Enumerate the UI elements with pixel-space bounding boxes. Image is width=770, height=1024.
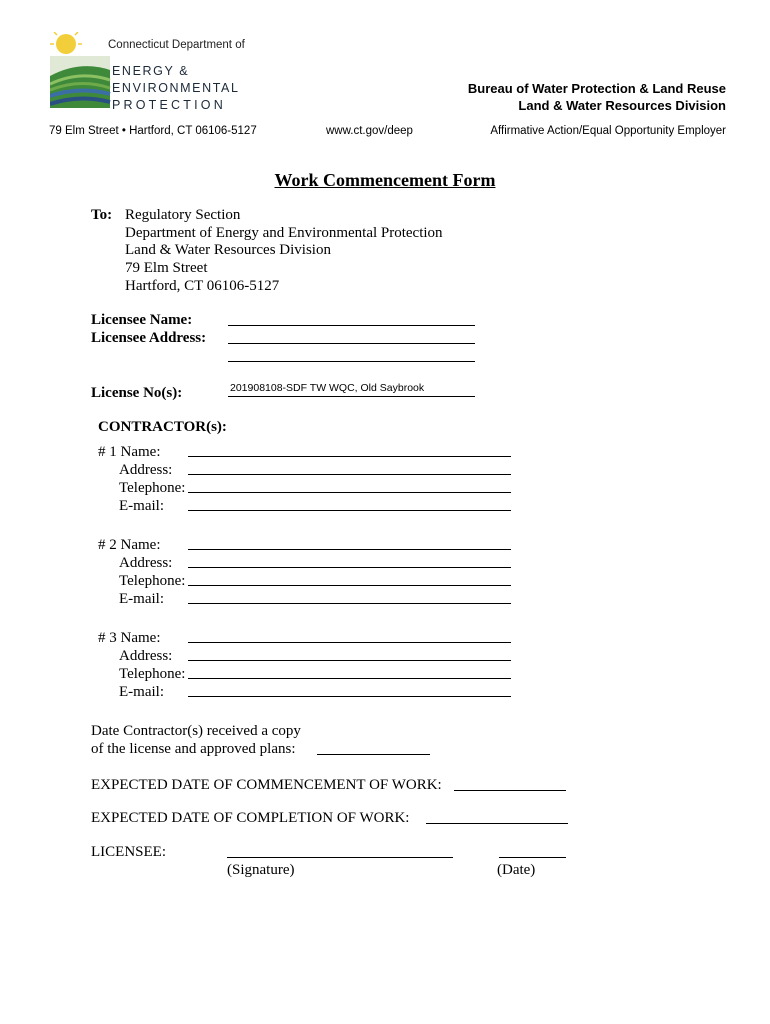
contractor-telephone-label: Telephone: [119, 573, 186, 589]
licensee-name-label: Licensee Name: [91, 312, 193, 328]
contractor-name-field[interactable] [188, 456, 511, 457]
date-caption: (Date) [497, 862, 536, 878]
contractor-name-field[interactable] [188, 549, 511, 550]
street-address: 79 Elm Street • Hartford, CT 06106-5127 [49, 125, 257, 137]
licensee-name-field[interactable] [228, 325, 475, 326]
contractor-email-field[interactable] [188, 603, 511, 604]
contractor-address-label: Address: [119, 555, 173, 571]
contractor-email-label: E-mail: [119, 591, 164, 607]
signature-field[interactable] [227, 857, 453, 858]
date-received-label: Date Contractor(s) received a copy [91, 723, 301, 739]
form-title: Work Commencement Form [274, 170, 496, 190]
expected-commencement-label: EXPECTED DATE OF COMMENCEMENT OF WORK: [91, 777, 442, 793]
to-line: Department of Energy and Environmental Protection [125, 225, 443, 241]
contractor-name-label: # 1 Name: [98, 444, 161, 460]
licensee-address-field-2[interactable] [228, 361, 475, 362]
contractor-email-label: E-mail: [119, 498, 164, 514]
letterhead [0, 0, 770, 145]
to-line: 79 Elm Street [125, 260, 208, 276]
bureau-name: Bureau of Water Protection & Land Reuse [467, 81, 726, 96]
expected-completion-label: EXPECTED DATE OF COMPLETION OF WORK: [91, 810, 410, 826]
to-line: Land & Water Resources Division [125, 242, 331, 258]
licensee-address-label: Licensee Address: [91, 330, 207, 346]
to-label: To: [91, 207, 113, 223]
logo-top-text: Connecticut Department of [108, 39, 245, 51]
contractor-telephone-field[interactable] [188, 678, 511, 679]
date-received-field[interactable] [317, 754, 430, 755]
contractor-telephone-label: Telephone: [119, 480, 186, 496]
signature-caption: (Signature) [227, 862, 295, 878]
license-no-field[interactable] [228, 396, 475, 397]
logo-line-3: PROTECTION [112, 98, 226, 112]
contractor-email-label: E-mail: [119, 684, 164, 700]
contractor-telephone-field[interactable] [188, 492, 511, 493]
logo-line-1: ENERGY & [112, 64, 190, 78]
contractor-email-field[interactable] [188, 696, 511, 697]
contractor-telephone-field[interactable] [188, 585, 511, 586]
expected-completion-field[interactable] [426, 823, 568, 824]
contractor-name-label: # 3 Name: [98, 630, 161, 646]
contractor-name-field[interactable] [188, 642, 511, 643]
contractor-name-label: # 2 Name: [98, 537, 161, 553]
contractor-address-field[interactable] [188, 660, 511, 661]
signature-date-field[interactable] [499, 857, 566, 858]
contractor-email-field[interactable] [188, 510, 511, 511]
expected-commencement-field[interactable] [454, 790, 566, 791]
contractor-telephone-label: Telephone: [119, 666, 186, 682]
to-line: Hartford, CT 06106-5127 [125, 278, 280, 294]
license-no-value[interactable]: 201908108-SDF TW WQC, Old Saybrook [230, 382, 425, 394]
contractor-address-label: Address: [119, 462, 173, 478]
license-no-label: License No(s): [91, 385, 183, 401]
contractor-address-field[interactable] [188, 474, 511, 475]
logo-line-2: ENVIRONMENTAL [112, 81, 240, 95]
date-received-label-2: of the license and approved plans: [91, 741, 296, 757]
employer-statement: Affirmative Action/Equal Opportunity Employer [490, 125, 726, 137]
licensee-label: LICENSEE: [91, 844, 166, 860]
website-link[interactable]: www.ct.gov/deep [326, 125, 413, 137]
division-name: Land & Water Resources Division [518, 98, 726, 113]
contractors-label: CONTRACTOR(s): [98, 419, 227, 435]
contractor-address-label: Address: [119, 648, 173, 664]
licensee-address-field[interactable] [228, 343, 475, 344]
to-line: Regulatory Section [125, 207, 241, 223]
contractor-address-field[interactable] [188, 567, 511, 568]
